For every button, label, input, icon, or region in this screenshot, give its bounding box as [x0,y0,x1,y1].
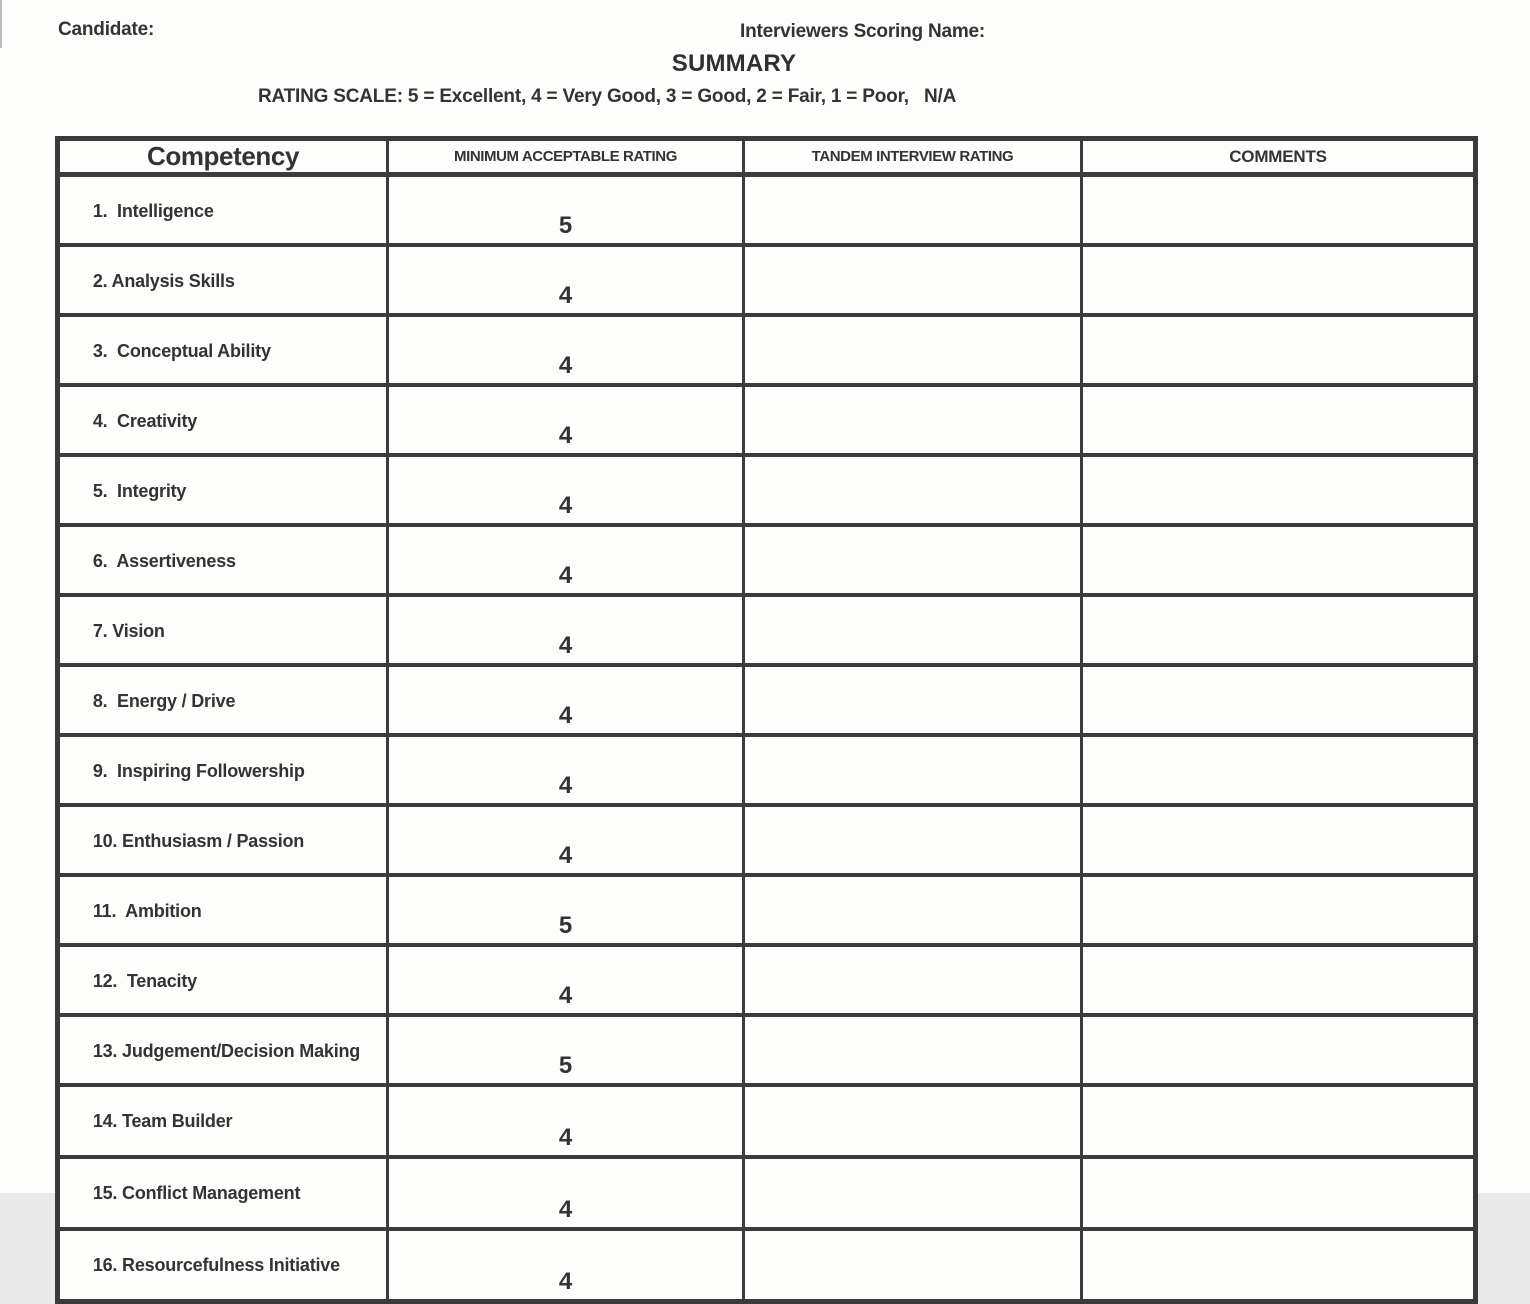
competency-cell [58,455,388,525]
minimum-rating-value: 4 [558,982,573,1009]
table-row [58,595,1476,665]
minimum-rating-value: 4 [558,632,573,659]
tandem-rating-cell [744,595,1082,665]
competency-label: 13. Judgement/Decision Making [92,1041,361,1061]
competency-cell [58,1085,388,1157]
competency-cell [58,385,388,455]
table-row [58,805,1476,875]
table-row [58,945,1476,1015]
competency-label: 6. Assertiveness [92,551,236,571]
minimum-rating-cell [388,805,744,875]
tandem-rating-cell [744,875,1082,945]
minimum-rating-cell [388,875,744,945]
competency-label: 8. Energy / Drive [92,691,236,711]
tandem-rating-cell [744,175,1082,246]
minimum-rating-cell [388,945,744,1015]
minimum-rating-value: 5 [558,912,573,939]
minimum-rating-cell [388,455,744,525]
minimum-rating-cell [388,315,744,385]
competency-label: 4. Creativity [92,411,198,431]
competency-label: 7. Vision [92,621,165,641]
competency-cell [58,1015,388,1085]
minimum-rating-cell [388,1015,744,1085]
summary-table [55,136,1478,1304]
comments-cell [1082,595,1476,665]
tandem-rating-cell [744,525,1082,595]
rating-scale-legend: RATING SCALE: 5 = Excellent, 4 = Very Good, 3 = Good, 2 = Fair, 1 = Poor, N/A [258,86,957,107]
competency-cell [58,245,388,315]
competency-cell [58,875,388,945]
table-row [58,1015,1476,1085]
comments-cell [1082,525,1476,595]
column-header-competency: Competency [58,139,388,175]
tandem-rating-cell [744,945,1082,1015]
minimum-rating-value: 4 [558,352,573,379]
competency-label: 5. Integrity [92,481,187,501]
competency-label: 10. Enthusiasm / Passion [92,831,305,851]
competency-cell [58,735,388,805]
comments-cell [1082,1157,1476,1229]
minimum-rating-value: 4 [558,842,573,869]
minimum-rating-cell [388,525,744,595]
minimum-rating-cell [388,665,744,735]
competency-label: 16. Resourcefulness Initiative [92,1255,340,1275]
competency-cell [58,805,388,875]
competency-cell [58,1229,388,1301]
minimum-rating-cell [388,245,744,315]
column-header-comments: COMMENTS [1082,139,1476,175]
comments-cell [1082,665,1476,735]
minimum-rating-cell [388,595,744,665]
tandem-rating-cell [744,735,1082,805]
minimum-rating-value: 4 [558,702,573,729]
table-row [58,1229,1476,1301]
minimum-rating-cell [388,385,744,455]
tandem-rating-cell [744,805,1082,875]
candidate-label: Candidate: [58,19,155,40]
comments-cell [1082,875,1476,945]
interviewer-scoring-name-label: Interviewers Scoring Name: [740,21,986,42]
minimum-rating-cell [388,1157,744,1229]
competency-cell [58,595,388,665]
minimum-rating-value: 5 [558,212,573,239]
competency-cell [58,945,388,1015]
minimum-rating-cell [388,1229,744,1301]
competency-label: 14. Team Builder [92,1111,233,1131]
competency-label: 12. Tenacity [92,971,197,991]
minimum-rating-value: 4 [558,422,573,449]
comments-cell [1082,1015,1476,1085]
comments-cell [1082,385,1476,455]
minimum-rating-value: 4 [558,1124,573,1151]
table-row [58,455,1476,525]
minimum-rating-value: 4 [558,1196,573,1223]
minimum-rating-value: 4 [558,1267,573,1295]
minimum-rating-value: 4 [558,772,573,799]
comments-cell [1082,1085,1476,1157]
tandem-rating-cell [744,315,1082,385]
competency-label: 15. Conflict Management [92,1183,301,1203]
competency-label: 2. Analysis Skills [92,271,235,291]
table-row [58,315,1476,385]
minimum-rating-value: 4 [558,282,573,309]
table-header-row [58,139,1476,175]
competency-cell [58,525,388,595]
scan-edge-artifact [0,0,2,48]
table-row [58,735,1476,805]
comments-cell [1082,455,1476,525]
comments-cell [1082,315,1476,385]
comments-cell [1082,805,1476,875]
minimum-rating-cell [388,735,744,805]
table-row [58,665,1476,735]
comments-cell [1082,735,1476,805]
tandem-rating-cell [744,1157,1082,1229]
minimum-rating-value: 4 [558,492,573,519]
competency-label: 1. Intelligence [92,201,214,221]
table-row [58,175,1476,246]
comments-cell [1082,945,1476,1015]
competency-cell [58,1157,388,1229]
table-row [58,1085,1476,1157]
competency-cell [58,315,388,385]
competency-cell [58,665,388,735]
minimum-rating-cell [388,1085,744,1157]
table-body [58,175,1476,1302]
minimum-rating-value: 4 [558,562,573,589]
table-row [58,245,1476,315]
table-row [58,525,1476,595]
competency-label: 9. Inspiring Followership [92,761,305,781]
tandem-rating-cell [744,455,1082,525]
column-header-minimum-acceptable-rating: MINIMUM ACCEPTABLE RATING [388,139,744,175]
competency-label: 11. Ambition [92,901,202,921]
page-title: SUMMARY [671,50,797,77]
comments-cell [1082,175,1476,246]
tandem-rating-cell [744,665,1082,735]
competency-cell [58,175,388,246]
comments-cell [1082,1229,1476,1301]
minimum-rating-value: 5 [558,1052,573,1079]
tandem-rating-cell [744,1229,1082,1301]
competency-label: 3. Conceptual Ability [92,341,271,361]
minimum-rating-cell [388,175,744,246]
table-row [58,1157,1476,1229]
tandem-rating-cell [744,1085,1082,1157]
tandem-rating-cell [744,385,1082,455]
table-row [58,385,1476,455]
comments-cell [1082,245,1476,315]
column-header-tandem-interview-rating: TANDEM INTERVIEW RATING [744,139,1082,175]
tandem-rating-cell [744,245,1082,315]
table-row [58,875,1476,945]
tandem-rating-cell [744,1015,1082,1085]
